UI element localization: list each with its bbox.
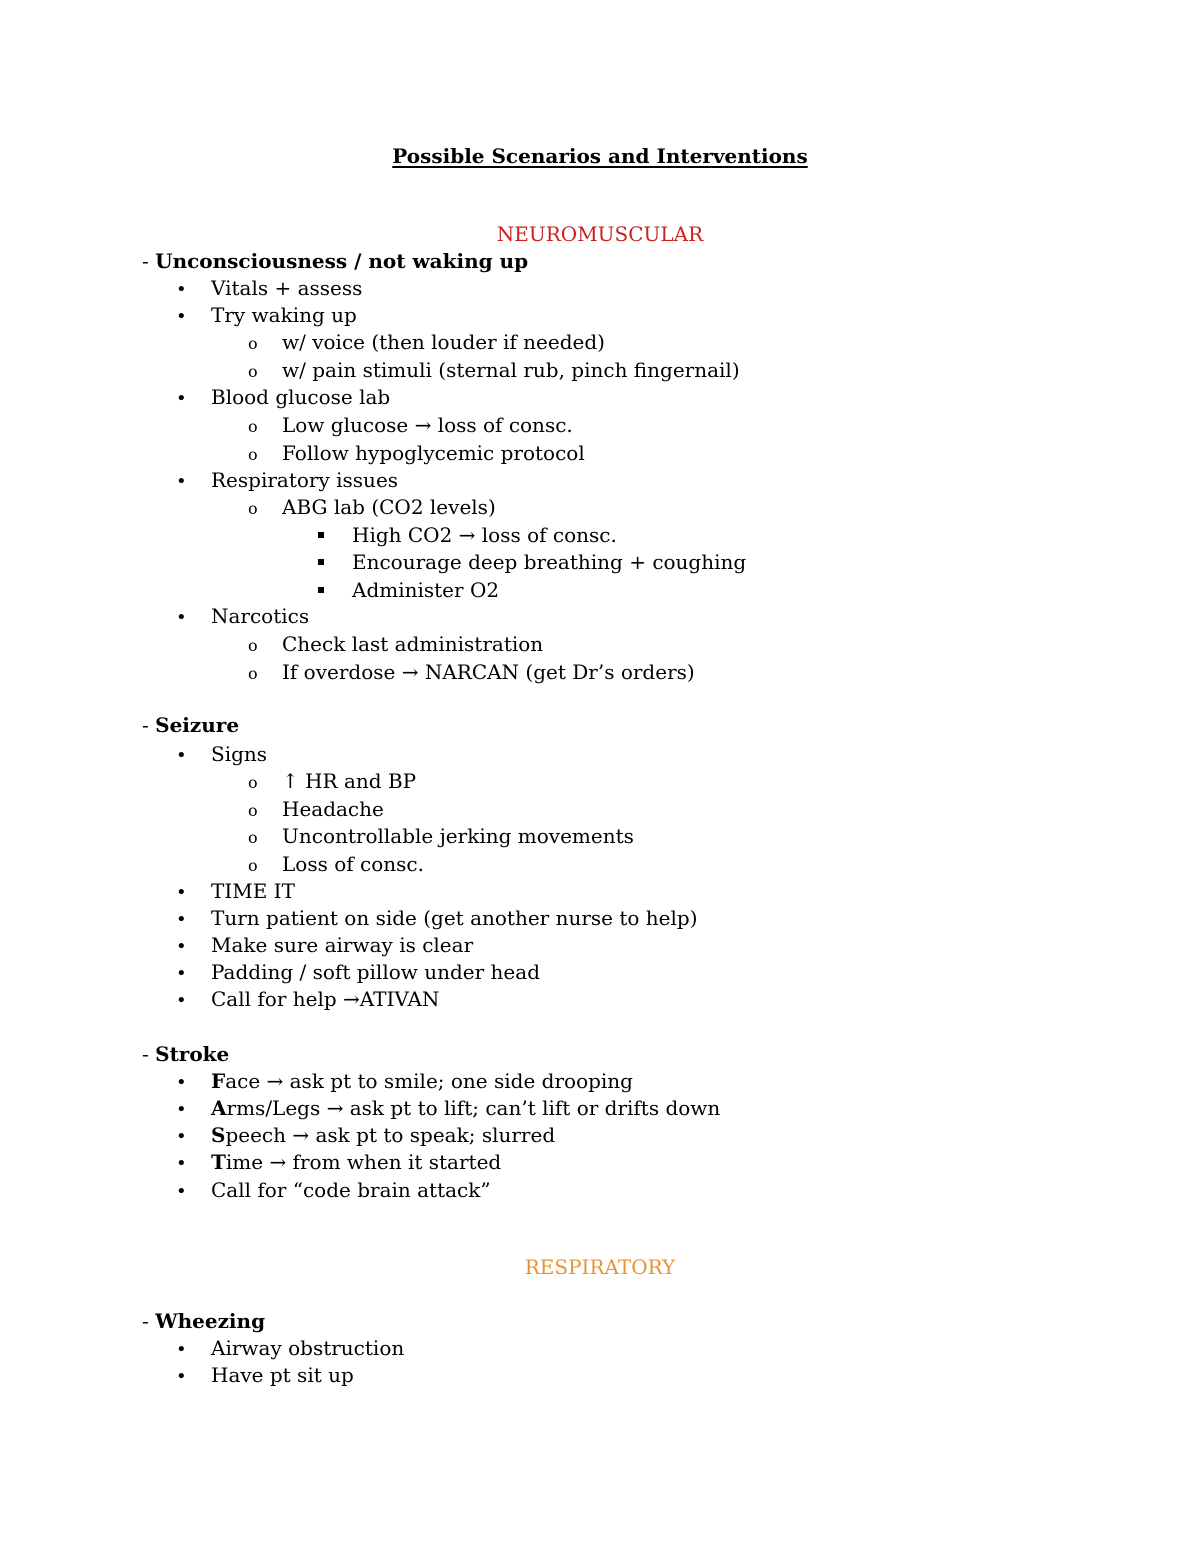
bullet-icon: • (176, 882, 187, 903)
fast-letter: A (211, 1096, 227, 1120)
list-item-text: Uncontrollable jerking movements (282, 824, 634, 848)
circle-bullet-icon: o (248, 499, 258, 518)
list-item-text: Padding / soft pillow under head (211, 960, 540, 984)
list-item (248, 769, 417, 795)
list-item (248, 413, 573, 439)
circle-bullet-icon: o (248, 801, 258, 820)
list-item (248, 852, 424, 878)
list-item (176, 933, 474, 959)
list-item (176, 468, 399, 494)
heading-text: Unconsciousness / not waking up (155, 249, 529, 273)
list-item-text: ↑ HR and BP (282, 769, 417, 793)
list-item-text: Call for help →ATIVAN (211, 987, 440, 1011)
list-item-text: Loss of consc. (282, 852, 424, 876)
bullet-icon: • (176, 963, 187, 984)
heading-unconsciousness (142, 249, 528, 273)
circle-bullet-icon: o (248, 362, 258, 381)
bullet-icon: • (176, 388, 187, 409)
bullet-icon: • (176, 471, 187, 492)
list-item (176, 987, 440, 1013)
list-item (176, 742, 268, 768)
heading-wheezing (142, 1309, 265, 1333)
list-item (176, 385, 391, 411)
bullet-icon: • (176, 909, 187, 930)
fast-letter: T (211, 1150, 226, 1174)
section-neuromuscular: NEUROMUSCULAR (496, 222, 704, 246)
circle-bullet-icon: o (248, 664, 258, 683)
list-item (176, 1096, 721, 1122)
list-item (248, 660, 695, 686)
list-item-text: Respiratory issues (211, 468, 399, 492)
list-item (176, 879, 295, 905)
list-item (176, 1123, 556, 1149)
heading-dash: - (142, 1042, 156, 1066)
list-item (176, 604, 310, 630)
bullet-icon: • (176, 1339, 187, 1360)
circle-bullet-icon: o (248, 445, 258, 464)
bullet-icon: • (176, 607, 187, 628)
list-item (248, 358, 740, 384)
list-item (176, 1150, 502, 1176)
list-item (248, 495, 496, 521)
list-item-text: Check last administration (282, 632, 544, 656)
list-item-text: Blood glucose lab (211, 385, 391, 409)
heading-seizure (142, 713, 239, 737)
bullet-icon: • (176, 745, 187, 766)
list-item (248, 441, 585, 467)
list-item-text: Call for “code brain attack” (211, 1178, 491, 1202)
bullet-icon: • (176, 306, 187, 327)
list-item (176, 1336, 405, 1362)
heading-text: Seizure (155, 713, 240, 737)
list-item-text: Make sure airway is clear (211, 933, 474, 957)
list-item-text: Try waking up (211, 303, 357, 327)
list-item-text: w/ pain stimuli (sternal rub, pinch fingernail) (282, 358, 740, 382)
list-item (176, 303, 357, 329)
page-title: Possible Scenarios and Interventions (392, 144, 808, 168)
list-item (176, 1363, 354, 1389)
heading-dash: - (142, 249, 156, 273)
list-item (176, 906, 698, 932)
circle-bullet-icon: o (248, 828, 258, 847)
list-item-text (211, 1150, 501, 1174)
list-item-text: Narcotics (211, 604, 310, 628)
list-item-text: Airway obstruction (211, 1336, 405, 1360)
list-item-text: Follow hypoglycemic protocol (282, 441, 585, 465)
list-item (176, 276, 363, 302)
fast-letter: S (211, 1123, 226, 1147)
list-item-text: Encourage deep breathing + coughing (352, 550, 747, 574)
bullet-icon: • (176, 1072, 187, 1093)
fast-text: ace → ask pt to smile; one side drooping (225, 1069, 633, 1093)
list-item-text: Low glucose → loss of consc. (282, 413, 573, 437)
heading-dash: - (142, 713, 156, 737)
list-item (176, 1069, 633, 1095)
list-item-text: Administer O2 (352, 578, 500, 602)
circle-bullet-icon: o (248, 334, 258, 353)
bullet-icon: • (176, 936, 187, 957)
list-item-text: ABG lab (CO2 levels) (282, 495, 496, 519)
list-item (248, 824, 634, 850)
list-item-text: Turn patient on side (get another nurse to help) (211, 906, 698, 930)
list-item-text: Have pt sit up (211, 1363, 354, 1387)
bullet-icon: • (176, 279, 187, 300)
heading-text: Stroke (155, 1042, 230, 1066)
section-respiratory: RESPIRATORY (524, 1255, 676, 1279)
bullet-icon: • (176, 1153, 187, 1174)
fast-text: ime → from when it started (225, 1150, 502, 1174)
list-item-text: If overdose → NARCAN (get Dr’s orders) (282, 660, 695, 684)
square-bullet-icon (318, 559, 324, 565)
list-item-text: Headache (282, 797, 384, 821)
square-bullet-icon (318, 587, 324, 593)
circle-bullet-icon: o (248, 417, 258, 436)
bullet-icon: • (176, 990, 187, 1011)
circle-bullet-icon: o (248, 773, 258, 792)
bullet-icon: • (176, 1099, 187, 1120)
fast-letter: F (211, 1069, 226, 1093)
bullet-icon: • (176, 1126, 187, 1147)
list-item-text (211, 1123, 555, 1147)
square-bullet-icon (318, 532, 324, 538)
heading-dash: - (142, 1309, 156, 1333)
list-item (176, 1178, 491, 1204)
list-item-text (211, 1096, 720, 1120)
fast-text: rms/Legs → ask pt to lift; can’t lift or drifts down (226, 1096, 721, 1120)
circle-bullet-icon: o (248, 636, 258, 655)
heading-text: Wheezing (155, 1309, 266, 1333)
heading-stroke (142, 1042, 229, 1066)
list-item (248, 797, 384, 823)
fast-text: peech → ask pt to speak; slurred (225, 1123, 556, 1147)
circle-bullet-icon: o (248, 856, 258, 875)
list-item (248, 632, 544, 658)
list-item-text (211, 1069, 633, 1093)
bullet-icon: • (176, 1181, 187, 1202)
list-item-text: Signs (211, 742, 268, 766)
bullet-icon: • (176, 1366, 187, 1387)
list-item-text: w/ voice (then louder if needed) (282, 330, 605, 354)
list-item-text: Vitals + assess (211, 276, 363, 300)
list-item (176, 960, 540, 986)
list-item-text: High CO2 → loss of consc. (352, 523, 617, 547)
list-item-text: TIME IT (211, 879, 295, 903)
list-item (248, 330, 605, 356)
